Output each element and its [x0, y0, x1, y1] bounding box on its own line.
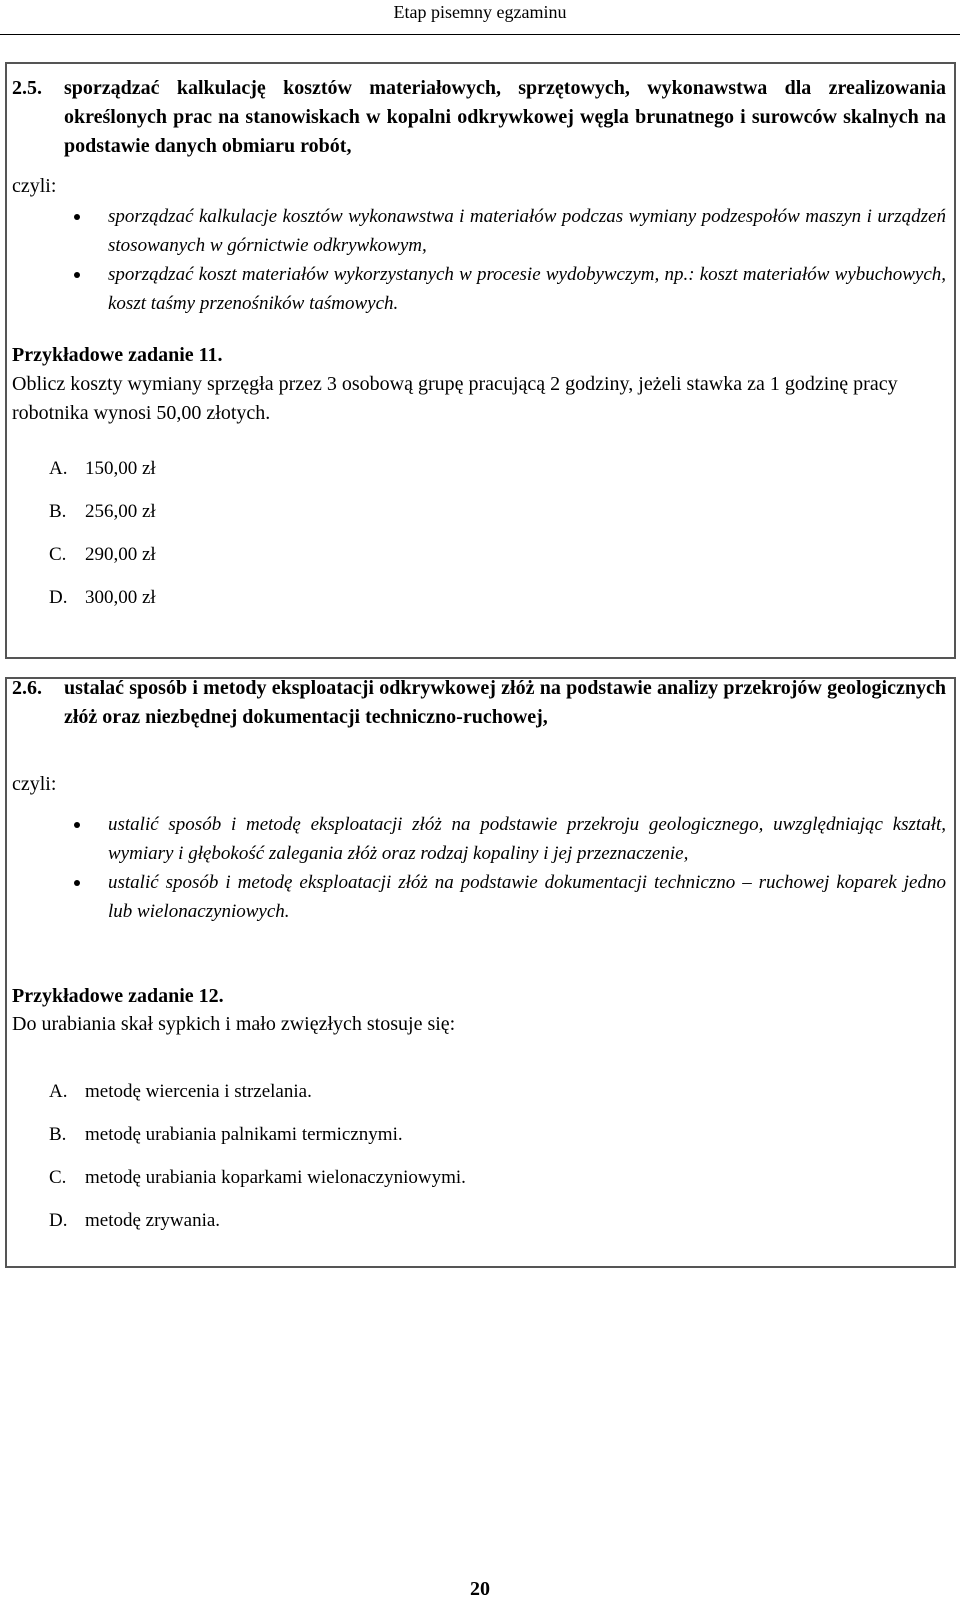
section-box-2-5 — [5, 62, 956, 659]
answer-option: D. 300,00 zł — [49, 587, 156, 608]
bullet-icon — [74, 272, 80, 278]
bullet-icon — [74, 822, 80, 828]
list-item: sporządzać koszt materiałów wykorzystanych w procesie wydobywczym, np.: koszt materiałów wybuchowych, koszt taśmy przenośników taśmowych. — [7, 260, 954, 318]
czyli-label: czyli: — [12, 175, 57, 197]
header-divider — [0, 34, 960, 35]
bullet-list — [7, 810, 954, 926]
answer-option: C. metodę urabiania koparkami wielonaczyniowymi. — [49, 1167, 466, 1188]
list-item: sporządzać kalkulacje kosztów wykonawstwa i materiałów podczas wymiany podzespołów maszyn i urządzeń stosowanych w górnictwie odkrywkowym, — [7, 202, 954, 260]
task-title: Przykładowe zadanie 12. — [12, 985, 224, 1007]
answer-option: A. metodę wiercenia i strzelania. — [49, 1081, 312, 1102]
answer-option: D. metodę zrywania. — [49, 1210, 221, 1231]
list-item: ustalić sposób i metodę eksploatacji złóż na podstawie dokumentacji techniczno – ruchowej koparek jedno lub wielonaczyniowych. — [7, 868, 954, 926]
answer-option: C. 290,00 zł — [49, 544, 156, 565]
task-title: Przykładowe zadanie 11. — [12, 344, 223, 366]
bullet-icon — [74, 214, 80, 220]
section-heading-text: sporządzać kalkulację kosztów materiałowych, sprzętowych, wykonawstwa dla zrealizowania określonych prac na stanowiskach w kopalni odkrywkowej węgla brunatnego i surowców skalnych na podstawie danych obmiaru robót, — [64, 77, 946, 157]
section-heading-text: ustalać sposób i metody eksploatacji odkrywkowej złóż na podstawie analizy przekrojów geologicznych złóż oraz niezbędnej dokumentacji techniczno-ruchowej, — [64, 677, 946, 728]
section-heading — [7, 674, 954, 764]
czyli-label: czyli: — [12, 773, 57, 795]
answer-option: B. 256,00 zł — [49, 501, 156, 522]
answer-option: B. metodę urabiania palnikami termicznymi. — [49, 1124, 403, 1145]
page-number: 20 — [470, 1578, 490, 1600]
section-number: 2.6. — [12, 677, 42, 699]
section-box-2-6 — [5, 677, 956, 1268]
bullet-list — [7, 202, 954, 318]
task-question: Do urabiania skał sypkich i mało zwięzłych stosuje się: — [12, 1013, 456, 1035]
task-question: Oblicz koszty wymiany sprzęgła przez 3 osobową grupę pracującą 2 godziny, jeżeli stawka za 1 godzinę pracy robotnika wynosi 50,00 złotych. — [12, 373, 898, 424]
section-heading — [7, 74, 954, 164]
list-item: ustalić sposób i metodę eksploatacji złóż na podstawie przekroju geologicznego, uwzględniając kształt, wymiary i głębokość zalegania złóż oraz rodzaj kopaliny i jej przeznaczenie, — [7, 810, 954, 868]
answer-option: A. 150,00 zł — [49, 458, 156, 479]
page-header — [0, 0, 960, 36]
header-title: Etap pisemny egzaminu — [393, 2, 567, 22]
section-number: 2.5. — [12, 77, 42, 99]
bullet-icon — [74, 880, 80, 886]
